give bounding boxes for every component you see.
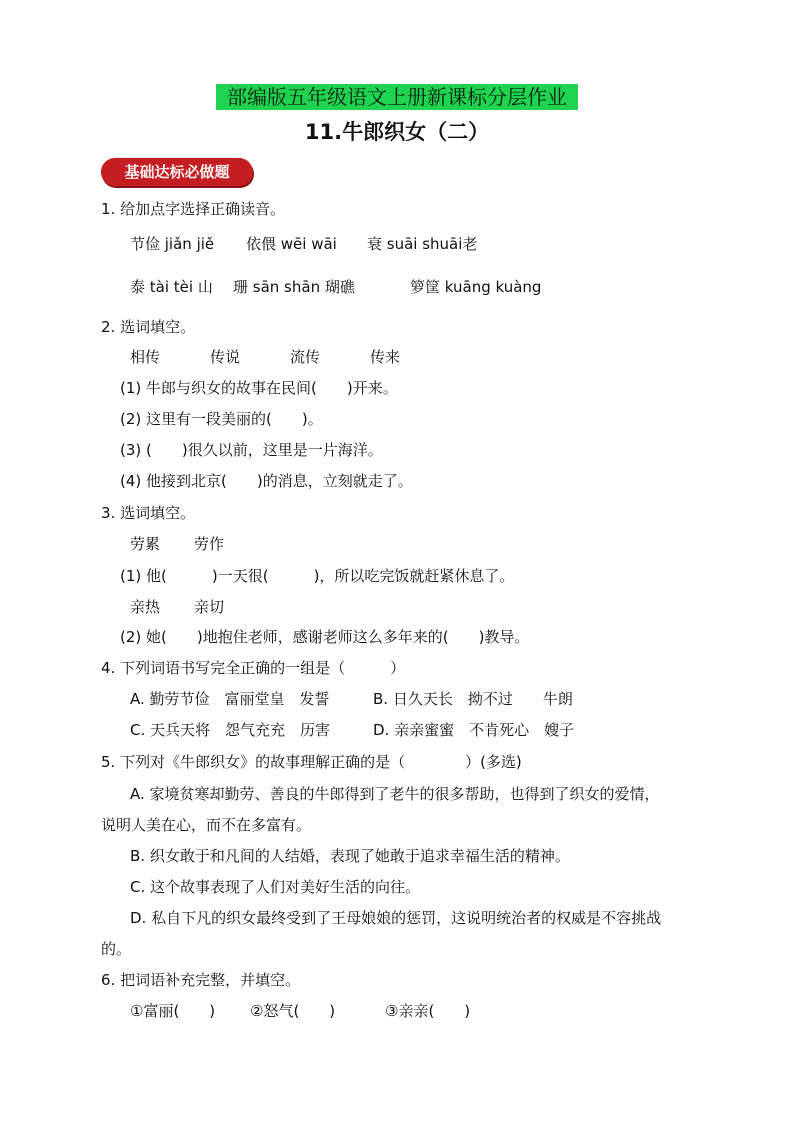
q2-item: (3) ( )很久以前，这里是一片海洋。: [120, 441, 383, 459]
q2-word: 相传: [130, 348, 161, 366]
q2-word: 流传: [290, 348, 321, 366]
q5-option-a-cont: 说明人美在心，而不在多富有。: [101, 816, 312, 834]
q4-option-b: B. 日久天长 拗不过 牛朗: [373, 690, 573, 708]
q6-item: ②怒气( ): [250, 1002, 336, 1020]
q5-option-a: A. 家境贫寒却勤劳、善良的牛郎得到了老牛的很多帮助，也得到了织女的爱情，: [130, 785, 660, 803]
series-banner: 部编版五年级语文上册新课标分层作业: [216, 84, 578, 110]
q3-word: 劳累: [130, 535, 161, 553]
q2-item: (4) 他接到北京( )的消息，立刻就走了。: [120, 472, 413, 490]
q4-option-d: D. 亲亲蜜蜜 不肯死心 嫂子: [373, 721, 575, 739]
q5-option-d-cont: 的。: [101, 940, 132, 958]
q5-option-d: D. 私自下凡的织女最终受到了王母娘娘的惩罚，这说明统治者的权威是不容挑战: [130, 909, 662, 927]
q1-stem: 1. 给加点字选择正确读音。: [101, 200, 286, 218]
q2-item: (1) 牛郎与织女的故事在民间( )开来。: [120, 379, 398, 397]
q6-item: ③亲亲( ): [385, 1002, 471, 1020]
q6-stem: 6. 把词语补充完整，并填空。: [101, 971, 301, 989]
q4-option-a: A. 勤劳节俭 富丽堂皇 发誓: [130, 690, 330, 708]
q1-option: 珊 sān shān 瑚礁: [233, 278, 355, 296]
q5-stem: 5. 下列对《牛郎织女》的故事理解正确的是（ ）(多选): [101, 753, 522, 771]
page-title: 11.牛郎织女（二）: [304, 120, 490, 144]
q1-option: 衰 suāi shuāi老: [367, 235, 478, 253]
section-badge: 基础达标必做题: [101, 158, 253, 186]
q3-word: 劳作: [194, 535, 225, 553]
q3-stem: 3. 选词填空。: [101, 504, 196, 522]
q3-item: (2) 她( )地抱住老师，感谢老师这么多年来的( )教导。: [120, 628, 530, 646]
q3-item: (1) 他( )一天很( )，所以吃完饭就赶紧休息了。: [120, 567, 515, 585]
q5-option-b: B. 织女敢于和凡间的人结婚，表现了她敢于追求幸福生活的精神。: [130, 847, 570, 865]
q1-option: 依偎 wēi wāi: [246, 235, 337, 253]
q3-word: 亲切: [194, 598, 225, 616]
q4-stem: 4. 下列词语书写完全正确的一组是（ ）: [101, 659, 406, 677]
q2-word: 传来: [370, 348, 401, 366]
q3-word: 亲热: [130, 598, 161, 616]
q4-option-c: C. 天兵天将 怨气充充 历害: [130, 721, 331, 739]
q5-option-c: C. 这个故事表现了人们对美好生活的向往。: [130, 878, 421, 896]
q1-option: 箩筐 kuāng kuàng: [410, 278, 542, 296]
q2-word: 传说: [210, 348, 241, 366]
q1-option: 泰 tài tèi 山: [130, 278, 213, 296]
q2-item: (2) 这里有一段美丽的( )。: [120, 410, 323, 428]
q6-item: ①富丽( ): [130, 1002, 216, 1020]
q2-stem: 2. 选词填空。: [101, 318, 196, 336]
q1-option: 节俭 jiǎn jiě: [130, 235, 215, 253]
